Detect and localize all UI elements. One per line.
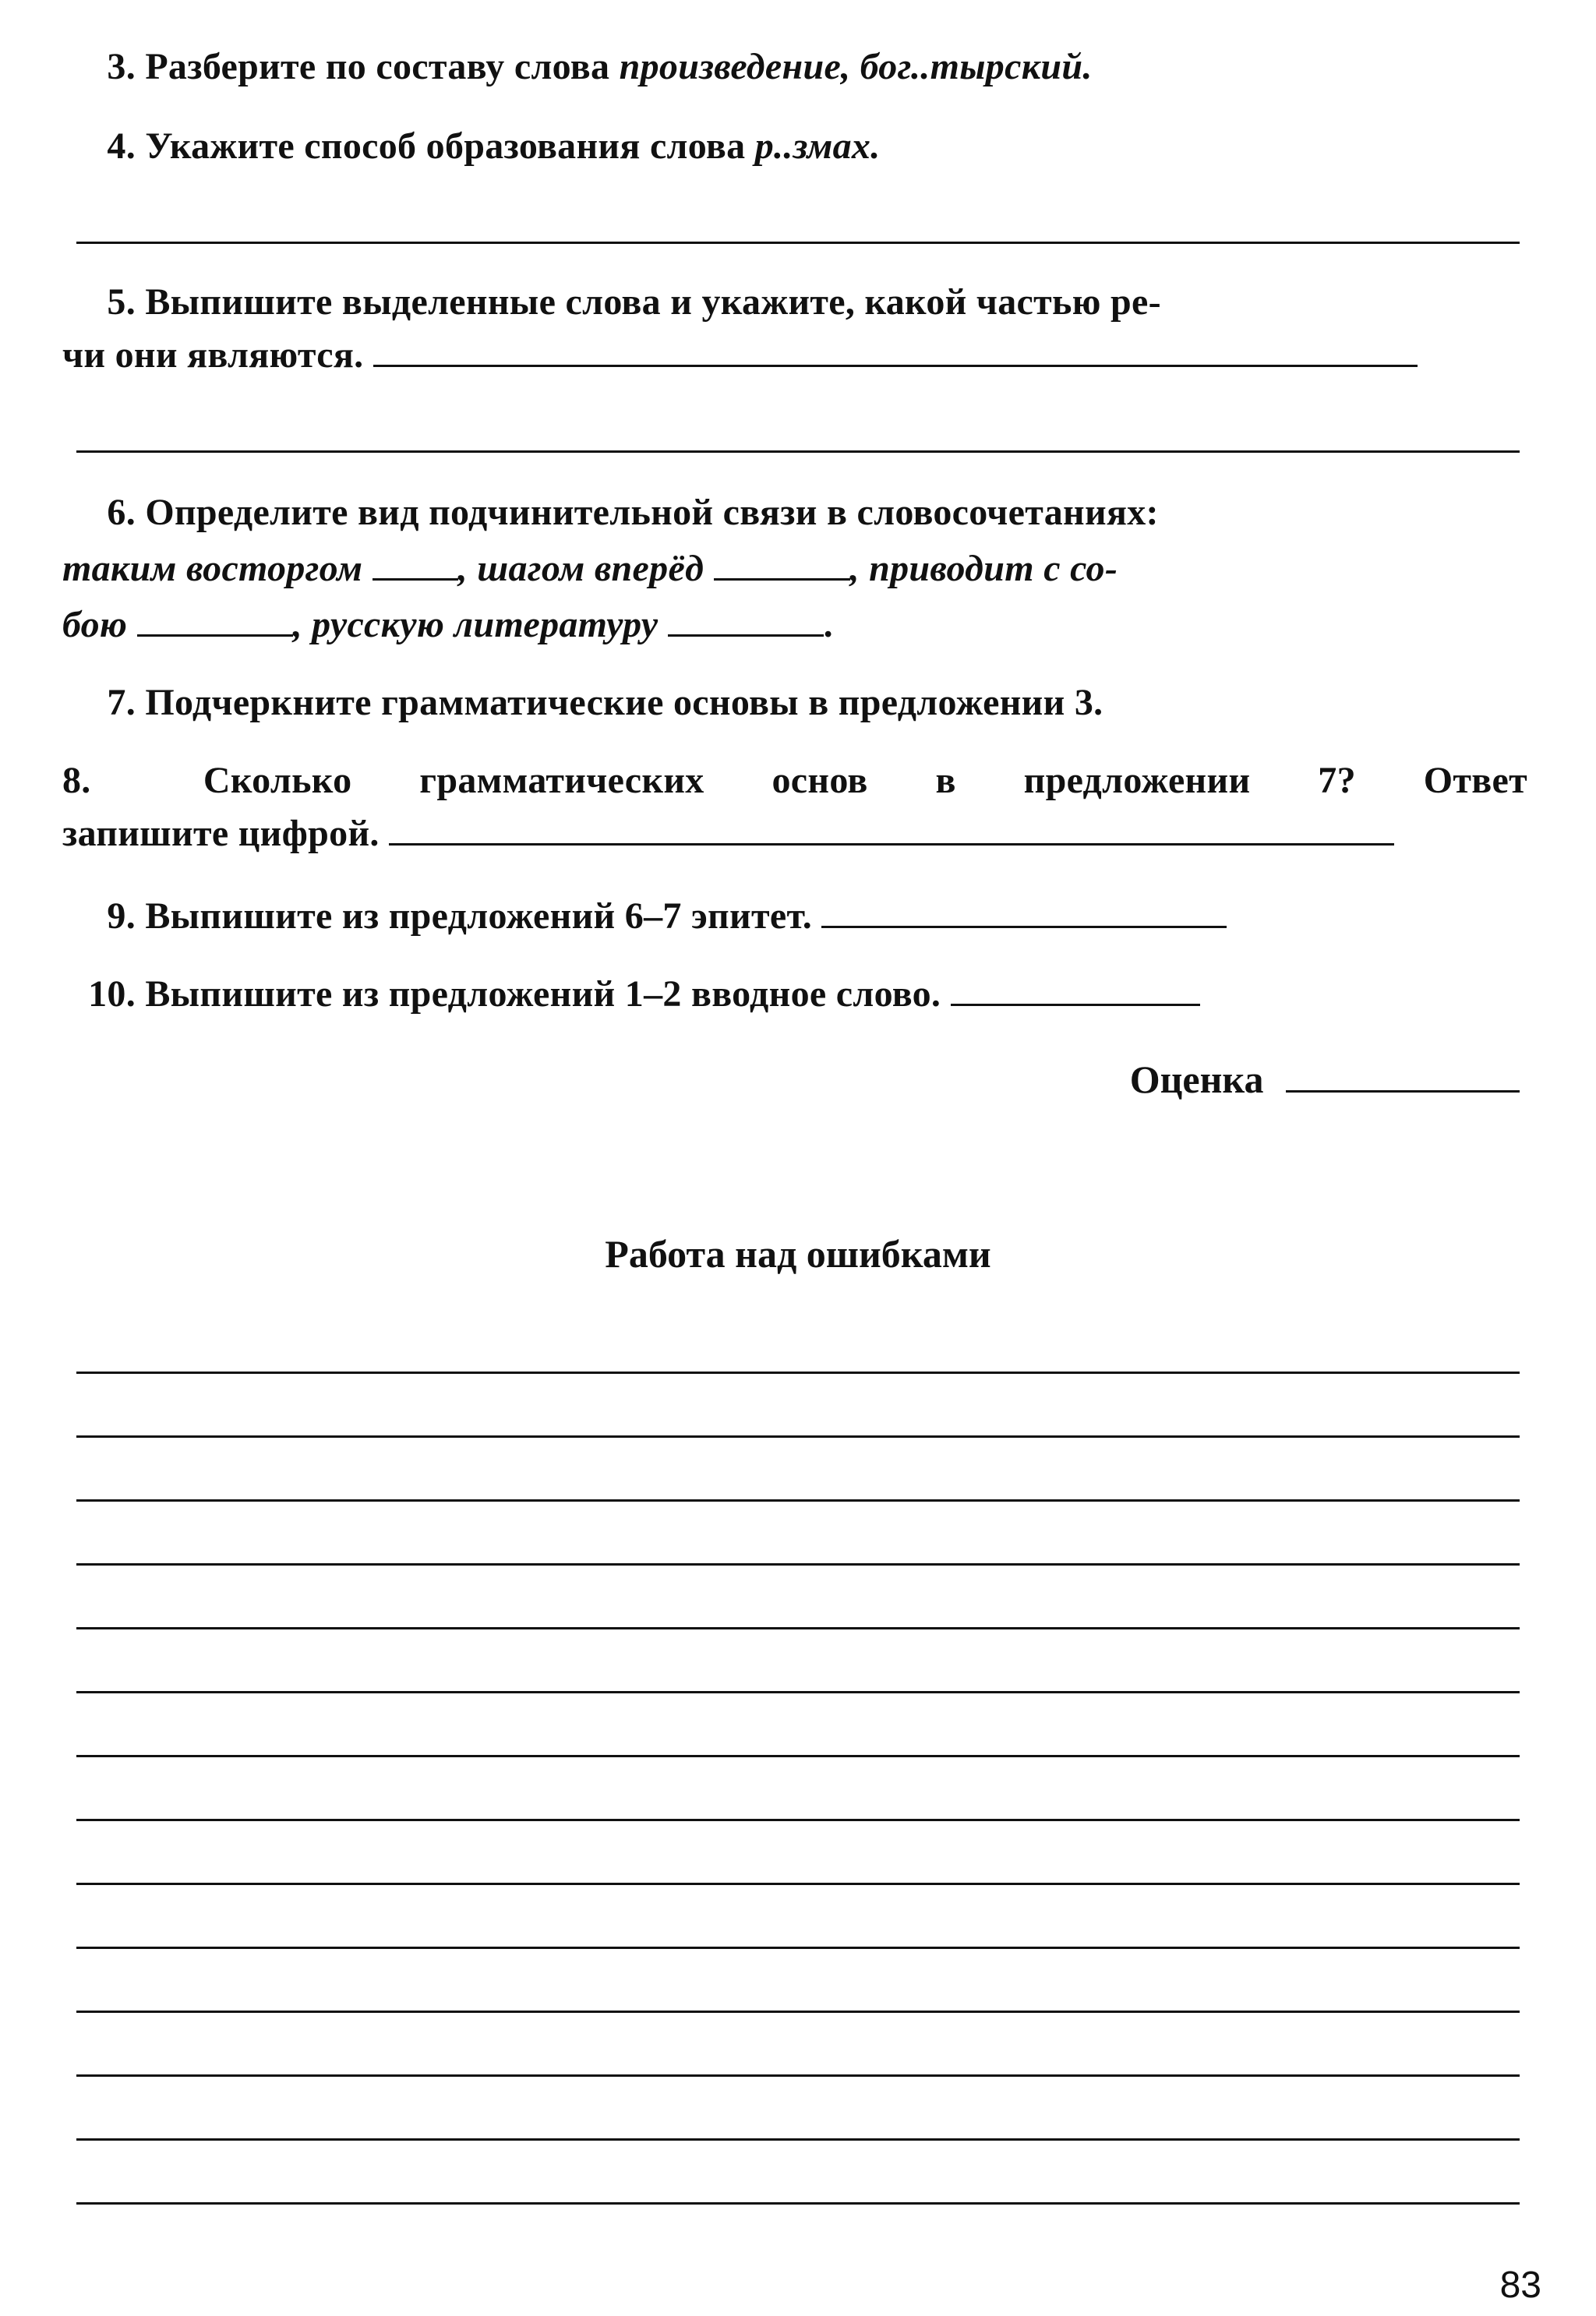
answer-blank[interactable] xyxy=(373,330,1418,367)
answer-blank[interactable] xyxy=(373,544,458,581)
phrase-5: , русскую литературу xyxy=(292,604,659,645)
task-9 xyxy=(62,888,1527,944)
task-6 xyxy=(62,485,1527,653)
grade xyxy=(1130,1056,1520,1102)
writing-line[interactable] xyxy=(76,1947,1520,1949)
writing-line[interactable] xyxy=(76,1883,1520,1885)
task-text: Выпишите из предложений 1–2 вводное слово. xyxy=(145,973,941,1015)
task-number: 10. xyxy=(88,973,136,1015)
answer-blank[interactable] xyxy=(714,544,850,581)
writing-line[interactable] xyxy=(76,1819,1520,1821)
task-8 xyxy=(62,753,1527,862)
phrase-4: бою xyxy=(62,604,128,645)
task-3 xyxy=(62,39,1527,95)
grade-label: Оценка xyxy=(1129,1057,1264,1101)
task-text-line1: Определите вид подчинительной связи в словосочетаниях: xyxy=(145,492,1159,533)
phrase-3: , приводит с со- xyxy=(849,548,1118,589)
writing-line[interactable] xyxy=(76,2202,1520,2205)
task-number: 7. xyxy=(107,682,136,723)
task-number: 5. xyxy=(107,281,136,323)
task-4 xyxy=(62,118,1527,175)
writing-line[interactable] xyxy=(76,2074,1520,2077)
task-text-line1: Сколько грамматических основ в предложении 7? Ответ xyxy=(203,760,1527,801)
answer-blank[interactable] xyxy=(821,891,1227,928)
task-number: 6. xyxy=(107,492,136,533)
grade-blank[interactable] xyxy=(1286,1056,1520,1093)
task-text-line2: чи они являются. xyxy=(62,334,364,376)
task-number: 9. xyxy=(107,895,136,937)
section-title: Работа над ошибками xyxy=(605,1232,991,1276)
task-10 xyxy=(62,966,1527,1022)
answer-line[interactable] xyxy=(76,450,1520,453)
writing-line[interactable] xyxy=(76,1499,1520,1502)
task-7 xyxy=(62,675,1527,731)
task-words: произведение, бог..тырский. xyxy=(619,46,1093,87)
writing-line[interactable] xyxy=(76,2011,1520,2013)
task-word: р..змах. xyxy=(754,125,881,167)
writing-line[interactable] xyxy=(76,1435,1520,1438)
phrase-2: , шагом вперёд xyxy=(457,548,704,589)
writing-line[interactable] xyxy=(76,1563,1520,1566)
answer-blank[interactable] xyxy=(389,809,1394,846)
writing-line[interactable] xyxy=(76,2138,1520,2141)
writing-line[interactable] xyxy=(76,1691,1520,1693)
writing-line[interactable] xyxy=(76,1627,1520,1629)
task-text: Выпишите из предложений 6–7 эпитет. xyxy=(145,895,813,937)
task-text: Подчеркните грамматические основы в предложении 3. xyxy=(145,682,1103,723)
phrase-1: таким восторгом xyxy=(62,548,363,589)
task-number: 8. xyxy=(62,760,91,801)
answer-blank[interactable] xyxy=(668,600,824,637)
task-text-line1: Выпишите выделенные слова и укажите, какой частью ре- xyxy=(145,281,1161,323)
answer-line[interactable] xyxy=(76,242,1520,244)
task-number: 4. xyxy=(107,125,136,167)
task-text: Укажите способ образования слова xyxy=(145,125,755,167)
writing-line[interactable] xyxy=(76,1755,1520,1757)
phrase-end: . xyxy=(823,604,833,645)
answer-blank[interactable] xyxy=(951,969,1200,1006)
writing-line[interactable] xyxy=(76,1372,1520,1374)
task-number: 3. xyxy=(107,46,136,87)
task-text-line2: запишите цифрой. xyxy=(62,813,380,854)
page-number: 83 xyxy=(1499,2265,1541,2306)
task-5 xyxy=(62,274,1527,383)
task-text: Разберите по составу слова xyxy=(145,46,620,87)
answer-blank[interactable] xyxy=(137,600,293,637)
